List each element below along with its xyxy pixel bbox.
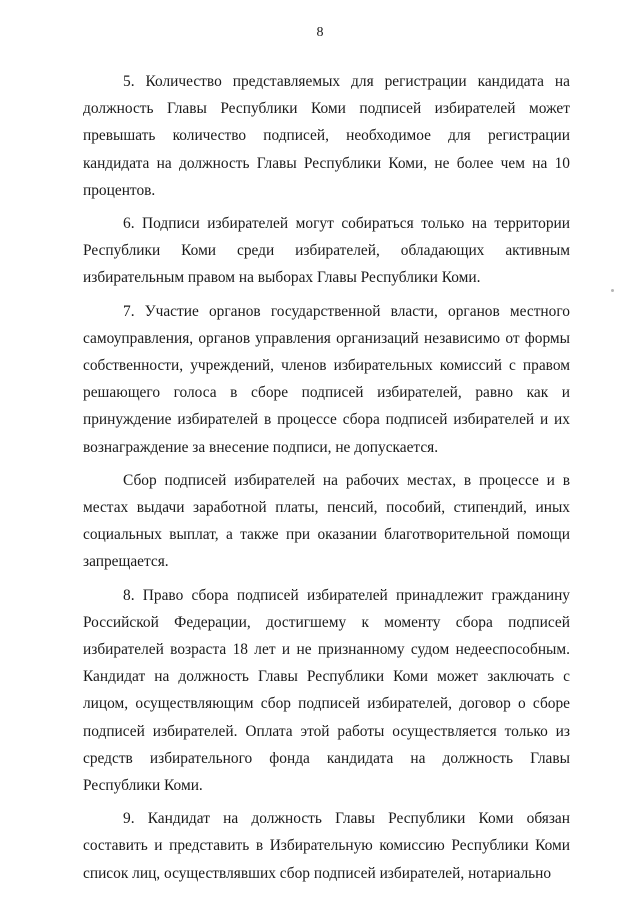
paragraph-5: 5. Количество представляемых для регистрации кандидата на должность Главы Республики Коми подписей избирателей может превышать количество подписей, необходимое для регистрации кандидата на должность Главы Республики Коми, не более чем на 10 процентов.	[83, 73, 570, 199]
paragraph-9: 9. Кандидат на должность Главы Республики Коми обязан составить и представить в Избирательную комиссию Республики Коми список лиц, осуществлявших сбор подписей избирателей, нотариально	[83, 810, 570, 882]
paragraph-6: 6. Подписи избирателей могут собираться только на территории Республики Коми среди избирателей, обладающих активным избирательным правом на выборах Главы Республики Коми.	[83, 215, 570, 287]
page-number: 8	[316, 25, 324, 40]
document-body	[83, 68, 570, 893]
paragraph-8: 8. Право сбора подписей избирателей принадлежит гражданину Российской Федерации, достигшему к моменту сбора подписей избирателей возраста 18 лет и не признанному судом недееспособным. Кандидат на должность Главы Республики Коми может заключать с лицом, осуществляющим сбор подписей избирателей, договор о сборе подписей избирателей. Оплата этой работы осуществляется только из средств избирательного фонда кандидата на должность Главы Республики Коми.	[83, 586, 570, 795]
scan-speck	[611, 289, 614, 292]
paragraph-7: 7. Участие органов государственной власти, органов местного самоуправления, органов управления организаций независимо от формы собственности, учреждений, членов избирательных комиссий с правом решающего голоса в сборе подписей избирателей, равно как и принуждение избирателей в процессе сбора подписей избирателей и их вознаграждение за внесение подписи, не допускается.	[83, 302, 570, 456]
paragraph-7-continuation: Сбор подписей избирателей на рабочих местах, в процессе и в местах выдачи заработной платы, пенсий, пособий, стипендий, иных социальных выплат, а также при оказании благотворительной помощи запрещается.	[83, 471, 570, 571]
